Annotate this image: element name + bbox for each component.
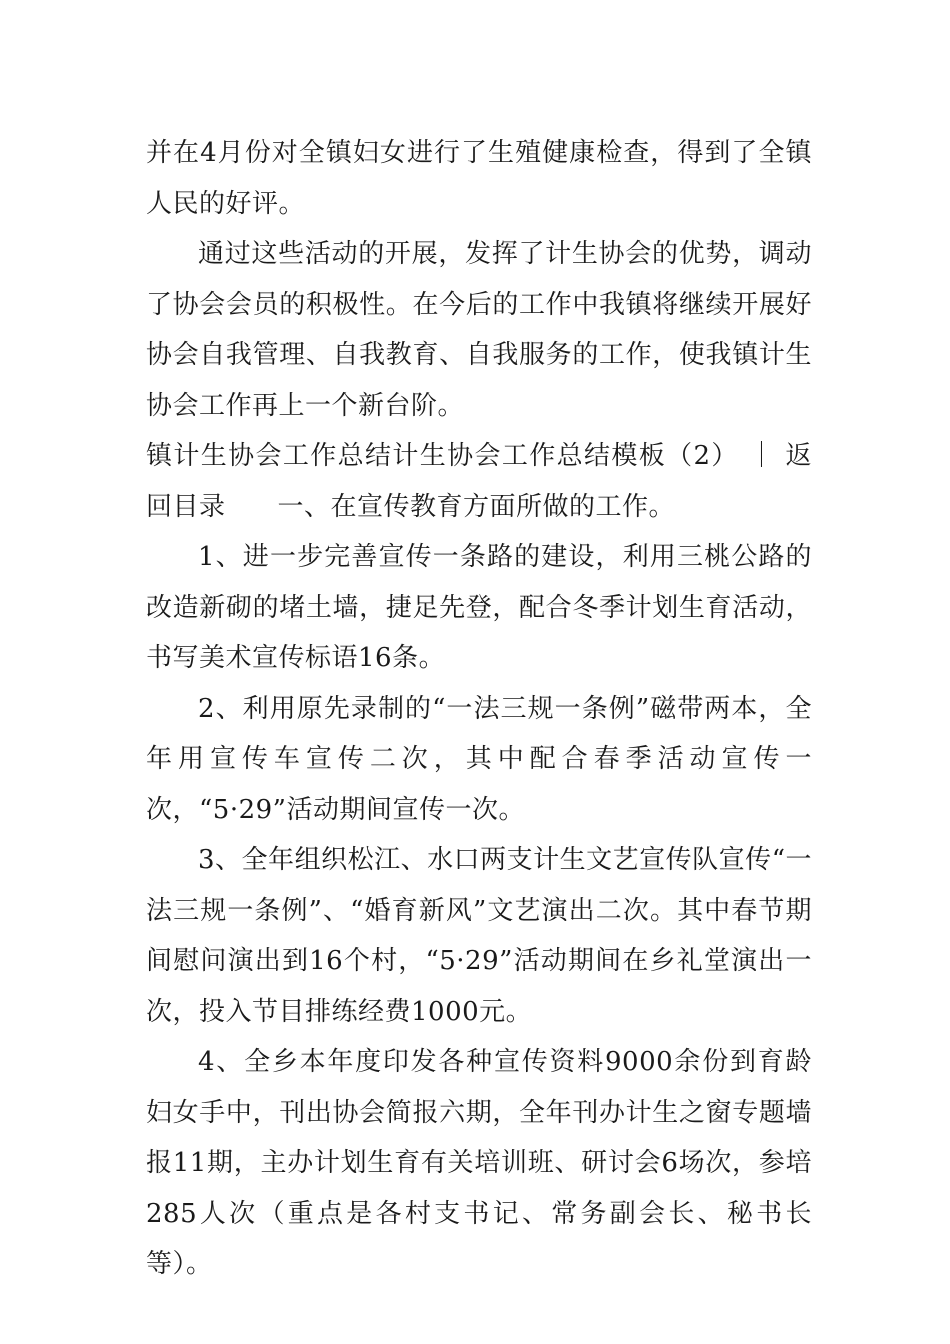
heading-separator: ｜ [748,441,776,471]
back-to-toc-link[interactable]: 返回目录 [146,441,812,522]
list-item: 1、进一步完善宣传一条路的建设，利用三桃公路的改造新砌的堵土墙，捷足先登，配合冬季计划生育活动，书写美术宣传标语16条。 [146,542,812,673]
first-section-item: 一、在宣传教育方面所做的工作。 [277,491,676,522]
list-item: 3、全年组织松江、水口两支计生文艺宣传队宣传“一法三规一条例”、“婚育新风”文艺演出二次。其中春节期间慰问演出到16个村，“5·29”活动期间在乡礼堂演出一次，投入节目排练经费1000元。 [146,845,812,1027]
list-item: 2、利用原先录制的“一法三规一条例”磁带两本，全年用宣传车宣传二次，其中配合春季活动宣传一次，“5·29”活动期间宣传一次。 [146,693,812,825]
section-heading [146,431,812,532]
list-item: 4、全乡本年度印发各种宣传资料9000余份到育龄妇女手中，刊出协会简报六期，全年刊办计生之窗专题墙报11期，主办计划生育有关培训班、研讨会6场次，参培285人次（重点是各村支书记、常务副会长、秘书长等）。 [146,1047,812,1279]
paragraph-summary: 通过这些活动的开展，发挥了计生协会的优势，调动了协会会员的积极性。在今后的工作中我镇将继续开展好协会自我管理、自我教育、自我服务的工作，使我镇计生协会工作再上一个新台阶。 [146,239,812,421]
section-title: 镇计生协会工作总结计生协会工作总结模板（2） [146,441,739,471]
paragraph-continuation: 并在4月份对全镇妇女进行了生殖健康检查，得到了全镇人民的好评。 [146,138,812,219]
document-body [146,128,812,1290]
